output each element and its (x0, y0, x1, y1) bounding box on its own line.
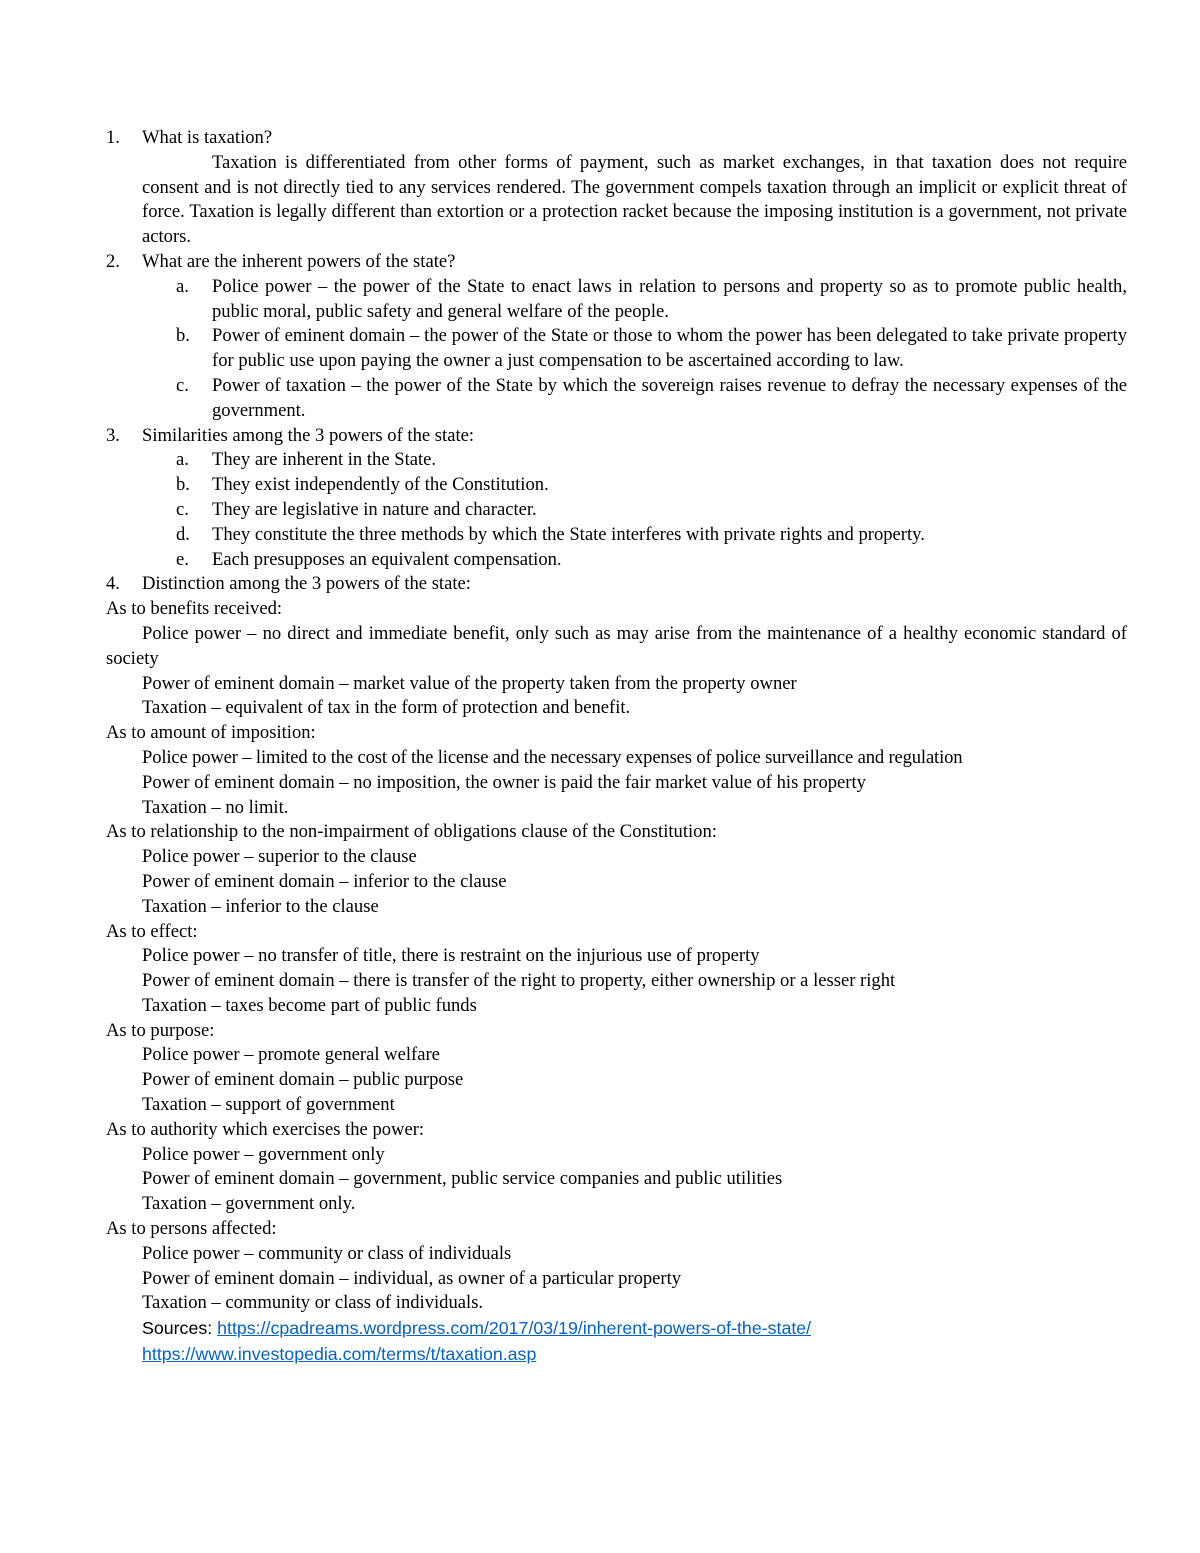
distinction-line: Power of eminent domain – no imposition, the owner is paid the fair market value of his property (142, 771, 866, 793)
sources-label: Sources: (142, 1318, 218, 1339)
question-number: 3. (106, 424, 120, 446)
list-item-label: a. (176, 449, 189, 471)
section-heading: As to purpose: (106, 1019, 215, 1041)
question-4 (106, 572, 1127, 597)
distinction-line: Taxation – community or class of individuals. (142, 1292, 484, 1314)
list-item (176, 473, 1127, 498)
list-item-text: Power of taxation – the power of the State by which the sovereign raises revenue to defray the necessary expenses of the government. (212, 374, 1127, 421)
distinction-line: Taxation – equivalent of tax in the form of protection and benefit. (142, 697, 631, 719)
question-1 (106, 126, 1127, 151)
distinction-line: Power of eminent domain – inferior to the clause (142, 870, 507, 892)
list-item-text: Police power – the power of the State to enact laws in relation to persons and property so as to promote public health, public moral, public safety and general welfare of the people. (212, 275, 1127, 322)
list-item (176, 548, 1127, 573)
distinction-line: Power of eminent domain – individual, as owner of a particular property (142, 1267, 682, 1289)
question-text: What are the inherent powers of the state? (142, 250, 456, 272)
list-item-text: Each presupposes an equivalent compensation. (212, 548, 562, 570)
document-body (106, 126, 1127, 1368)
section-heading: As to persons affected: (106, 1218, 277, 1240)
question-3 (106, 424, 1127, 449)
list-item (176, 498, 1127, 523)
distinction-line: Power of eminent domain – government, public service companies and public utilities (142, 1168, 783, 1190)
distinction-line: Taxation – taxes become part of public funds (142, 994, 477, 1016)
list-item (176, 275, 1127, 325)
list-item-text: They exist independently of the Constitution. (212, 474, 549, 496)
source-link[interactable]: https://www.investopedia.com/terms/t/taxation.asp (142, 1344, 537, 1365)
distinction-line: Police power – limited to the cost of the license and the necessary expenses of police surveillance and regulation (142, 746, 963, 768)
list-item-text: They are legislative in nature and character. (212, 498, 537, 520)
distinction-line: Taxation – government only. (142, 1193, 356, 1215)
distinction-line: Power of eminent domain – there is transfer of the right to property, either ownership or a lesser right (142, 970, 896, 992)
list-item (176, 324, 1127, 374)
question-number: 1. (106, 127, 120, 148)
section-heading: As to benefits received: (106, 598, 283, 620)
list-item-label: e. (176, 548, 189, 570)
distinction-line: Taxation – inferior to the clause (142, 895, 379, 917)
distinction-line: Police power – government only (142, 1143, 385, 1165)
question-text: Distinction among the 3 powers of the state: (142, 573, 471, 595)
question-number: 2. (106, 250, 120, 272)
distinction-line: Power of eminent domain – market value of the property taken from the property owner (142, 672, 797, 694)
list-item-label: a. (176, 275, 189, 297)
list-item-text: Power of eminent domain – the power of the State or those to whom the power has been delegated to take private property for public use upon paying the owner a just compensation to be ascertained according to law. (212, 325, 1127, 372)
section-heading: As to authority which exercises the power: (106, 1118, 425, 1140)
section-heading: As to amount of imposition: (106, 722, 316, 744)
list-item-text: They are inherent in the State. (212, 449, 437, 471)
distinction-line: Police power – superior to the clause (142, 846, 417, 868)
list-item-label: b. (176, 325, 190, 347)
distinction-line: Police power – promote general welfare (142, 1044, 440, 1066)
distinction-line: Taxation – no limit. (142, 796, 289, 818)
distinction-line: Police power – no direct and immediate benefit, only such as may arise from the maintenance of a healthy economic standard of society (106, 622, 1127, 669)
distinction-line: Power of eminent domain – public purpose (142, 1069, 464, 1091)
sources-continued (142, 1342, 1127, 1368)
list-item-label: d. (176, 523, 190, 545)
question-text: What is taxation? (142, 127, 273, 148)
question-number: 4. (106, 573, 120, 595)
list-item-label: b. (176, 474, 190, 496)
list-item (176, 448, 1127, 473)
sources (142, 1316, 1127, 1342)
distinction-line: Police power – no transfer of title, there is restraint on the injurious use of property (142, 945, 760, 967)
section-heading: As to effect: (106, 920, 198, 942)
list-item-text: They constitute the three methods by which the State interferes with private rights and property. (212, 523, 925, 545)
question-text: Similarities among the 3 powers of the state: (142, 424, 475, 446)
distinction-line: Police power – community or class of individuals (142, 1242, 512, 1264)
answer-paragraph: Taxation is differentiated from other forms of payment, such as market exchanges, in that taxation does not require consent and is not directly tied to any services rendered. The government compels taxation through an implicit or explicit threat of force. Taxation is legally different than extortion or a protection racket because the imposing institution is a government, not private actors. (142, 151, 1127, 248)
section-heading: As to relationship to the non-impairment of obligations clause of the Constitution: (106, 821, 717, 843)
list-item (176, 523, 1127, 548)
distinction-line: Taxation – support of government (142, 1094, 395, 1116)
list-item-label: c. (176, 498, 189, 520)
list-item-label: c. (176, 374, 189, 396)
source-link[interactable]: https://cpadreams.wordpress.com/2017/03/19/inherent-powers-of-the-state/ (217, 1318, 812, 1339)
question-2 (106, 250, 1127, 275)
list-item (176, 374, 1127, 424)
